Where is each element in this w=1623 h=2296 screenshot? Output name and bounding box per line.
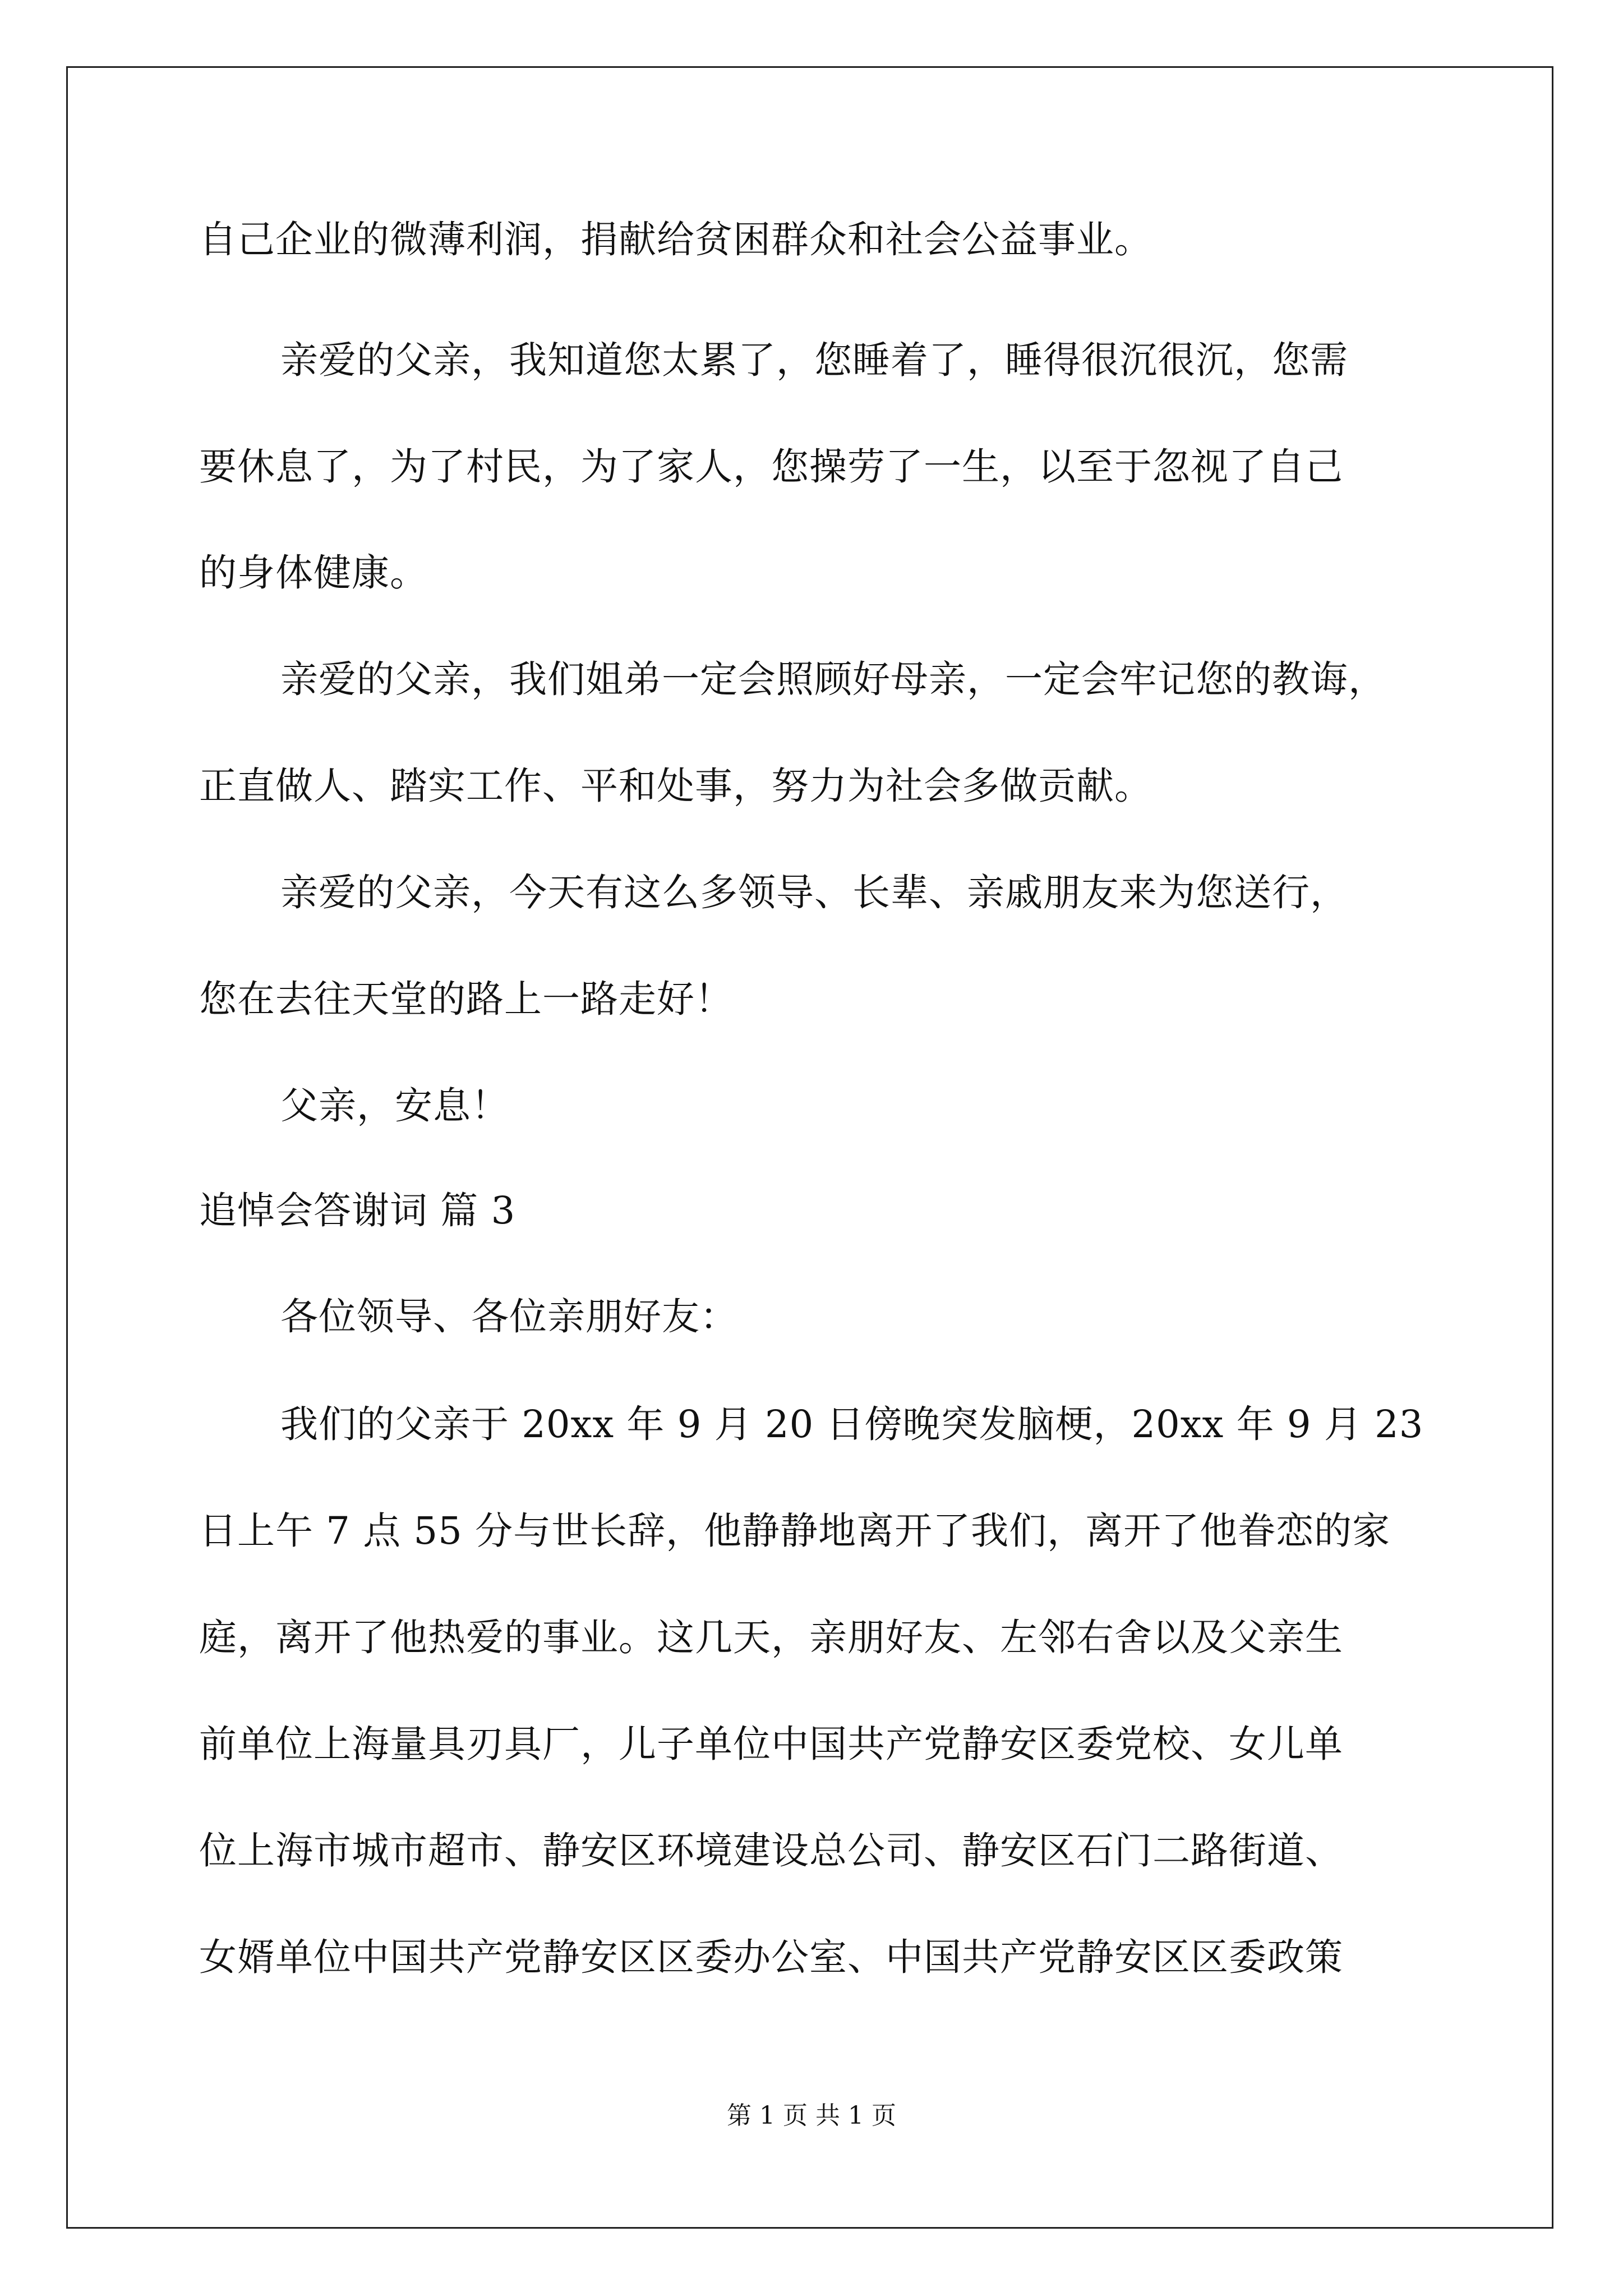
body-line-4: 的身体健康。 (199, 551, 428, 595)
body-line-13: 日上午 7 点 55 分与世长辞，他静静地离开了我们，离开了他眷恋的家 (199, 1509, 1391, 1553)
body-line-2: 亲爱的父亲，我知道您太累了，您睡着了，睡得很沉很沉，您需 (280, 338, 1348, 382)
body-line-17: 女婿单位中国共产党静安区区委办公室、中国共产党静安区区委政策 (199, 1935, 1343, 1979)
body-line-3: 要休息了，为了村民，为了家人，您操劳了一生，以至于忽视了自己 (199, 445, 1343, 489)
body-line-11: 各位领导、各位亲朋好友： (280, 1295, 738, 1338)
body-line-1: 自己企业的微薄利润，捐献给贫困群众和社会公益事业。 (199, 218, 1152, 261)
body-line-6: 正直做人、踏实工作、平和处事，努力为社会多做贡献。 (199, 764, 1152, 808)
page-border (66, 66, 1553, 2229)
section-heading: 追悼会答谢词 篇 3 (199, 1189, 516, 1232)
body-line-12: 我们的父亲于 20xx 年 9 月 20 日傍晚突发脑梗，20xx 年 9 月 23 (280, 1402, 1424, 1446)
body-line-7: 亲爱的父亲，今天有这么多领导、长辈、亲戚朋友来为您送行， (280, 871, 1348, 914)
page-footer: 第 1 页 共 1 页 (727, 2101, 896, 2130)
body-line-14: 庭，离开了他热爱的事业。这几天，亲朋好友、左邻右舍以及父亲生 (199, 1616, 1343, 1659)
body-line-15: 前单位上海量具刃具厂，儿子单位中国共产党静安区委党校、女儿单 (199, 1722, 1343, 1766)
body-line-8: 您在去往天堂的路上一路走好！ (199, 977, 733, 1021)
body-line-9: 父亲，安息！ (280, 1084, 509, 1128)
body-line-16: 位上海市城市超市、静安区环境建设总公司、静安区石门二路街道、 (199, 1829, 1343, 1872)
body-line-5: 亲爱的父亲，我们姐弟一定会照顾好母亲，一定会牢记您的教诲， (280, 657, 1386, 701)
